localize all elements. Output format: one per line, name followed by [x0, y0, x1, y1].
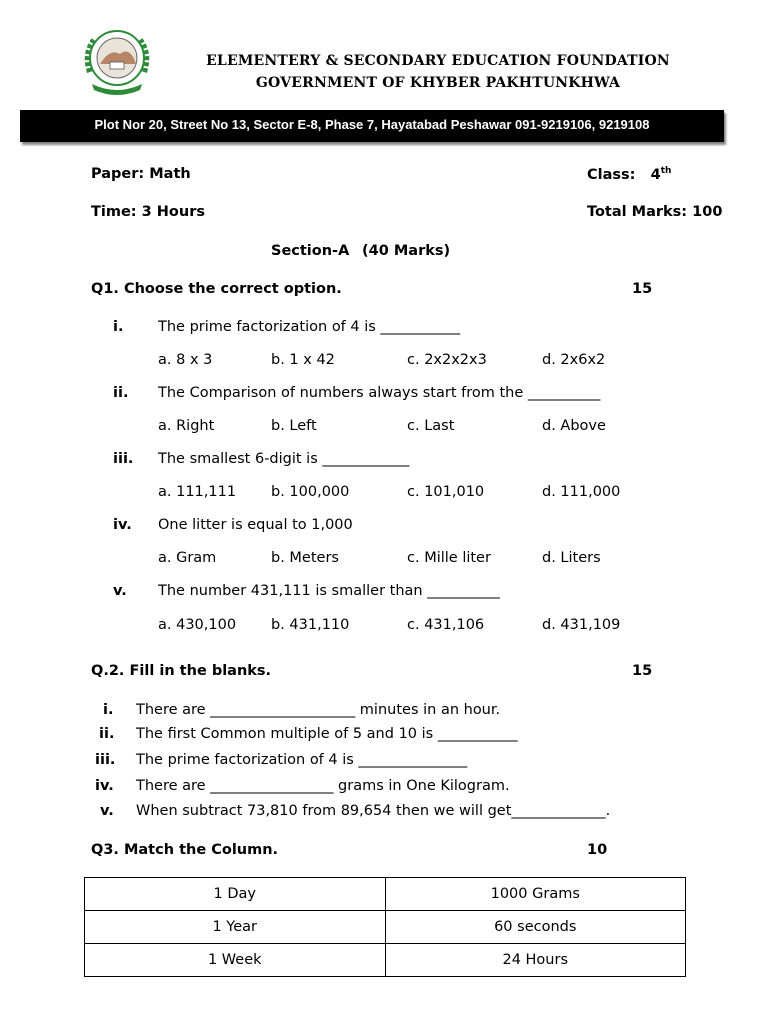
q1-option: b. 431,110 [271, 617, 350, 633]
q1-option: d. Liters [542, 550, 601, 566]
table-cell: 1000 Grams [385, 878, 686, 911]
q1-item-text: The Comparison of numbers always start from the __________ [158, 385, 601, 401]
q3-title: Q3. Match the Column. [91, 842, 279, 858]
q1-option: c. Mille liter [407, 550, 491, 566]
table-cell: 24 Hours [385, 944, 686, 977]
org-title-line1: ELEMENTERY & SECONDARY EDUCATION FOUNDATION [206, 53, 670, 69]
table-cell: 1 Day [85, 878, 386, 911]
q1-option: b. 1 x 42 [271, 352, 335, 368]
q1-item-text: The smallest 6-digit is ____________ [158, 451, 410, 467]
address-text: Plot Nor 20, Street No 13, Sector E-8, Phase 7, Hayatabad Peshawar 091-9219106, 9219108 [94, 117, 650, 132]
q1-item-num: v. [113, 583, 127, 599]
q1-option: a. 430,100 [158, 617, 237, 633]
q1-option: c. Last [407, 418, 455, 434]
paper-label: Paper: Math [91, 166, 191, 182]
table-row [85, 878, 686, 911]
q2-title: Q.2. Fill in the blanks. [91, 663, 272, 679]
q1-item-text: The number 431,111 is smaller than __________ [158, 583, 500, 599]
q1-item-text: One litter is equal to 1,000 [158, 517, 353, 533]
q1-option: a. Right [158, 418, 215, 434]
q1-item-text: The prime factorization of 4 is ___________ [158, 319, 461, 335]
q2-item-num: v. [100, 803, 114, 819]
q1-option: d. 431,109 [542, 617, 621, 633]
q1-item-num: iv. [113, 517, 132, 533]
q1-option: d. 2x6x2 [542, 352, 606, 368]
q2-item-text: There are ____________________ minutes in an hour. [136, 702, 501, 718]
q1-marks: 15 [632, 281, 653, 297]
q1-option: c. 101,010 [407, 484, 485, 500]
q1-item-num: i. [113, 319, 124, 335]
esef-logo-icon [80, 24, 154, 100]
org-title-line2: GOVERNMENT OF KHYBER PAKHTUNKHWA [255, 75, 621, 91]
table-cell: 60 seconds [385, 911, 686, 944]
q2-item-text: There are _________________ grams in One Kilogram. [136, 778, 510, 794]
q1-option: c. 431,106 [407, 617, 485, 633]
section-title: Section-A [271, 243, 350, 259]
section-marks: (40 Marks) [362, 243, 451, 259]
q1-option: d. 111,000 [542, 484, 621, 500]
q1-option: b. 100,000 [271, 484, 350, 500]
table-cell: 1 Year [85, 911, 386, 944]
q2-item-text: When subtract 73,810 from 89,654 then we will get_____________. [136, 803, 611, 819]
q1-option: d. Above [542, 418, 606, 434]
time-label: Time: 3 Hours [91, 204, 205, 220]
table-row [85, 911, 686, 944]
q2-item-num: ii. [99, 726, 115, 742]
q2-item-text: The prime factorization of 4 is _______________ [136, 752, 468, 768]
q2-item-num: iii. [95, 752, 116, 768]
total-marks-label: Total Marks: 100 [587, 204, 723, 220]
match-table [84, 877, 686, 977]
class-value: 4 [650, 166, 661, 183]
q1-option: b. Meters [271, 550, 339, 566]
q1-option: a. 111,111 [158, 484, 237, 500]
q1-title: Q1. Choose the correct option. [91, 281, 342, 297]
q1-option: c. 2x2x2x3 [407, 352, 487, 368]
class-info [587, 166, 671, 183]
q2-marks: 15 [632, 663, 653, 679]
q1-option: a. Gram [158, 550, 217, 566]
q2-item-text: The first Common multiple of 5 and 10 is ___________ [136, 726, 518, 742]
class-sup: th [660, 166, 672, 176]
address-bar [20, 110, 724, 142]
q3-marks: 10 [587, 842, 608, 858]
table-cell: 1 Week [85, 944, 386, 977]
q2-item-num: iv. [95, 778, 114, 794]
q2-item-num: i. [103, 702, 114, 718]
q1-option: b. Left [271, 418, 317, 434]
q1-option: a. 8 x 3 [158, 352, 213, 368]
table-row [85, 944, 686, 977]
class-label: Class: [587, 166, 636, 183]
q1-item-num: ii. [113, 385, 129, 401]
q1-item-num: iii. [113, 451, 134, 467]
